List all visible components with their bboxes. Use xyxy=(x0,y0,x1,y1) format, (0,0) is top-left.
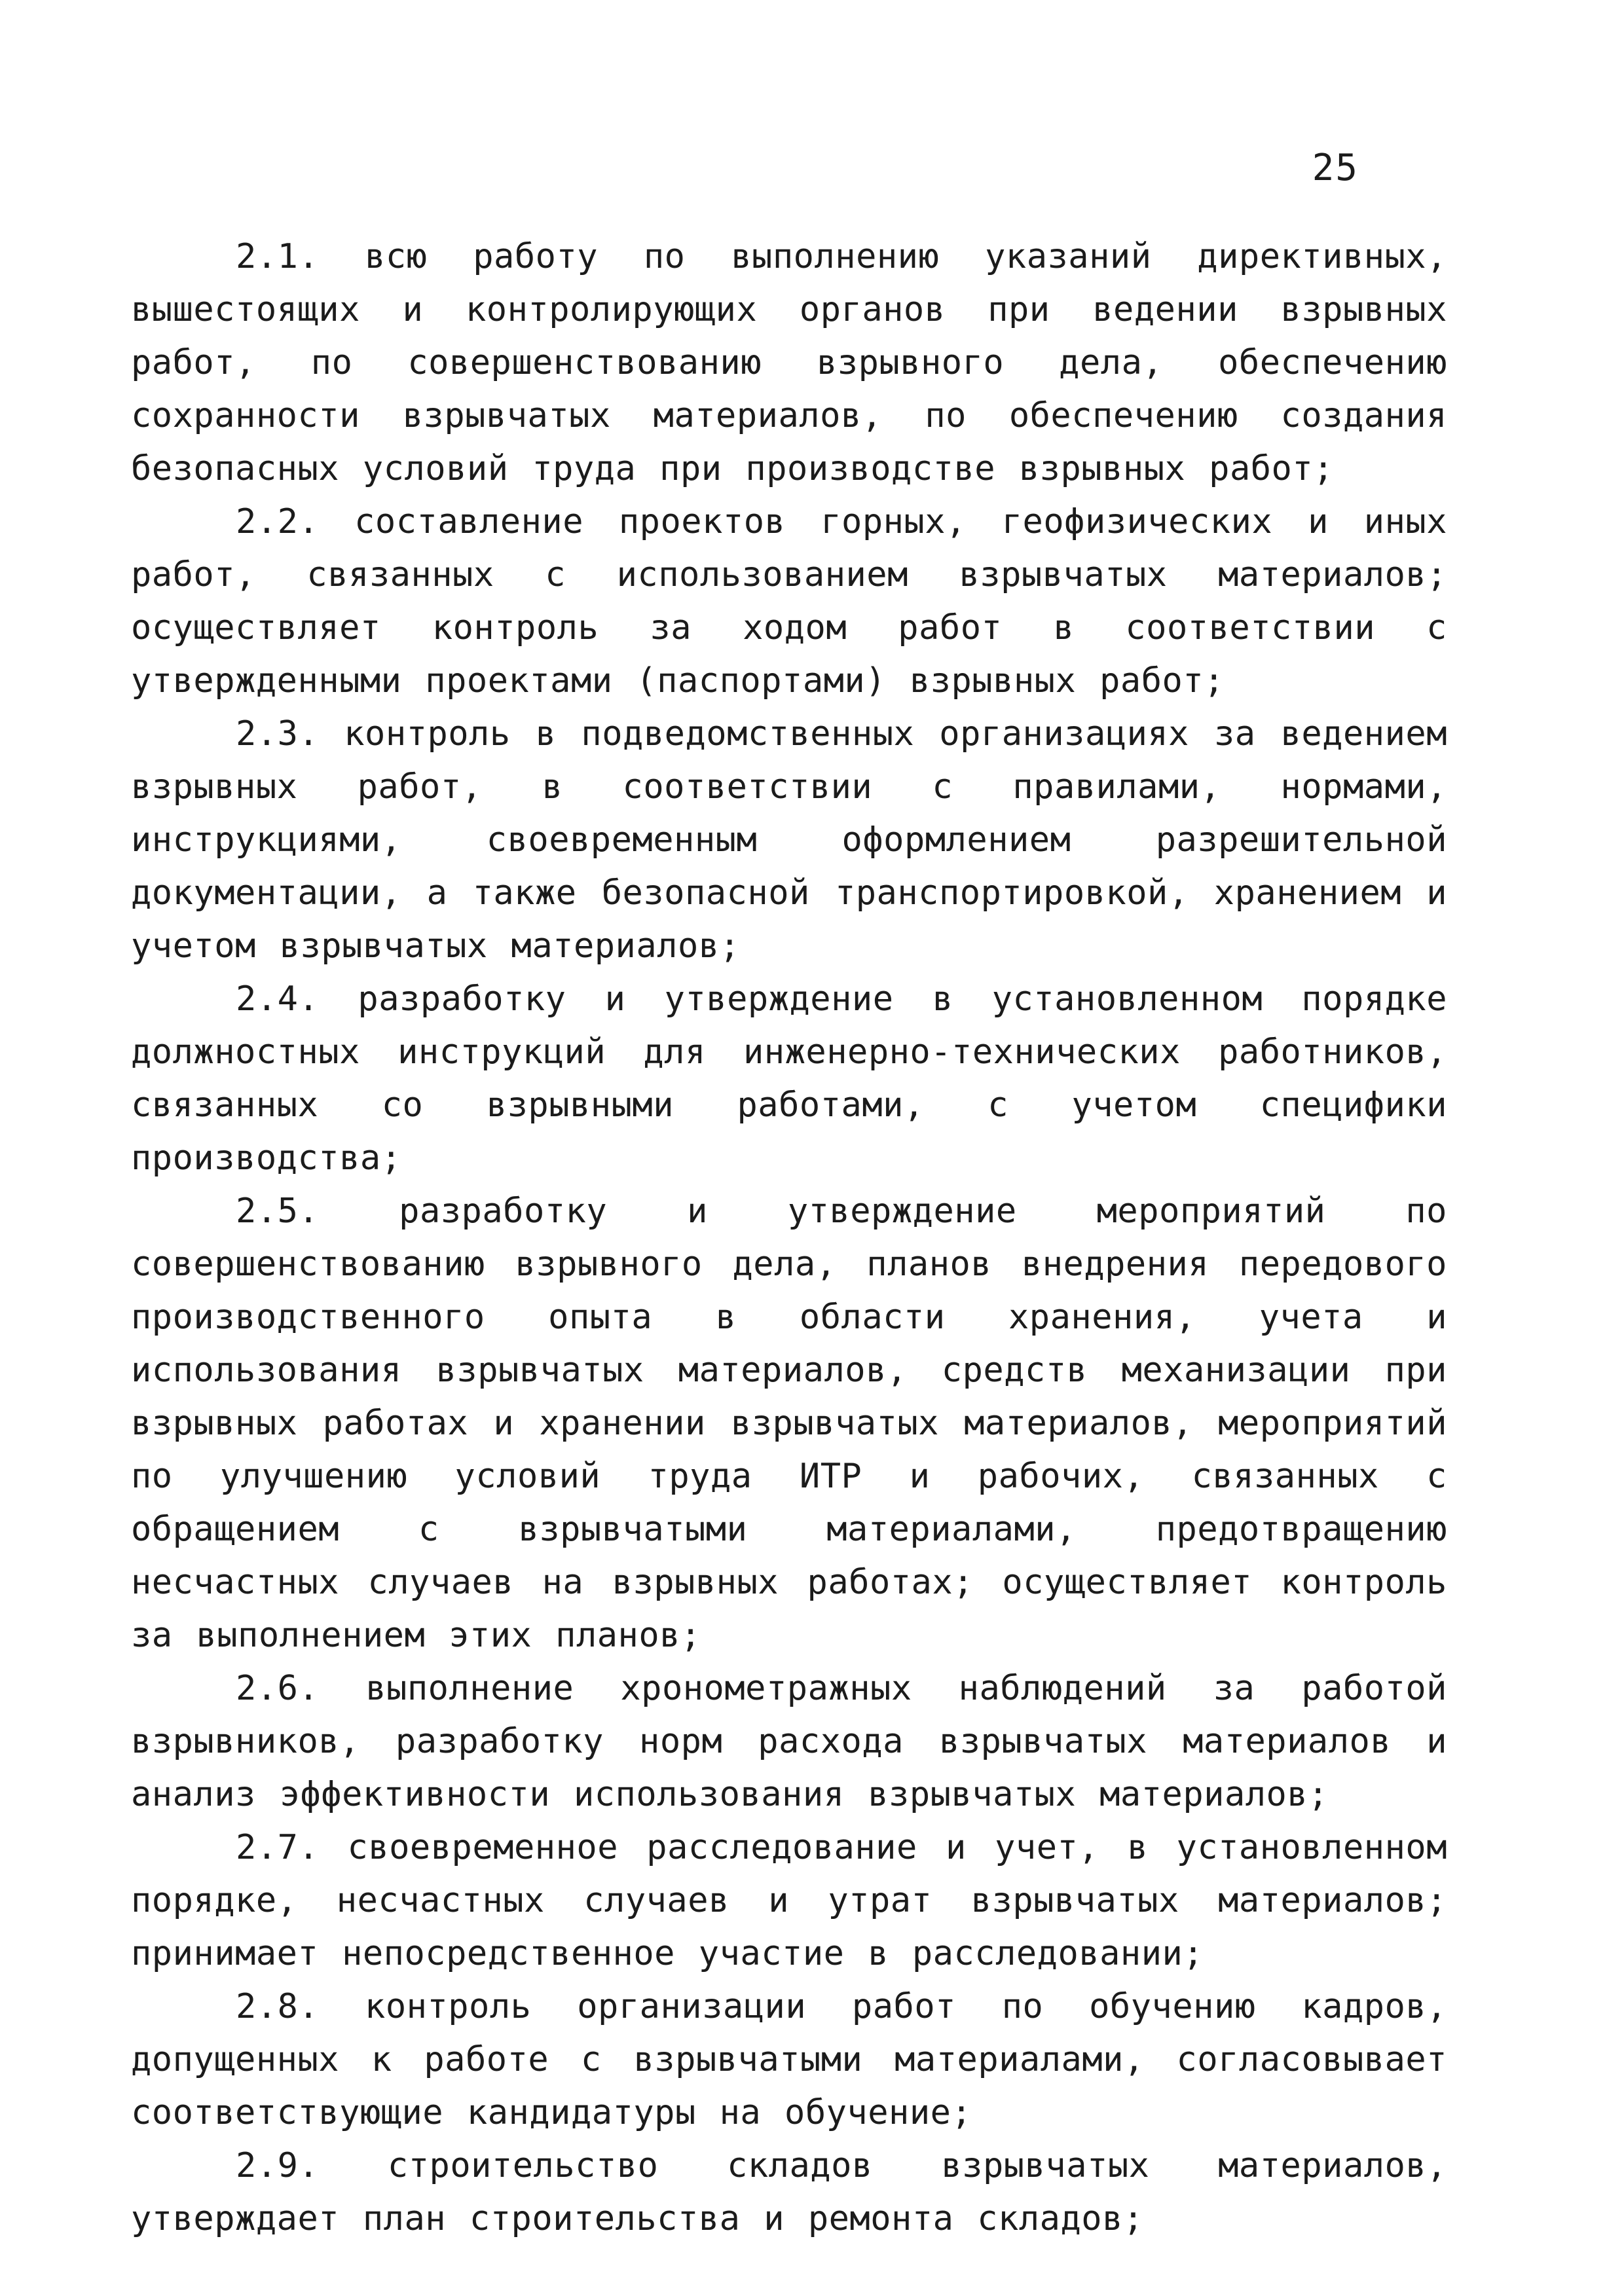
item-text: контроль в подведомственных организациях за ведением взрывных работ, в соответствии с правилами, нормами, инструкциями, своевременным оформлением разрешительной документации, а также безопасной транспортировкой, хранением и учетом взрывчатых материалов; xyxy=(131,714,1447,966)
item-number: 2.6. xyxy=(236,1669,320,1708)
list-item xyxy=(131,2140,1447,2246)
item-number: 2.2. xyxy=(236,502,320,541)
item-text: контроль организации работ по обучению кадров, допущенных к работе с взрывчатыми материалами, согласовывает соответствующие кандидатуры на обучение; xyxy=(131,1987,1447,2132)
list-item xyxy=(131,496,1447,708)
page-number: 25 xyxy=(1312,147,1359,189)
item-text: строительство складов взрывчатых материалов, утверждает план строительства и ремонта складов; xyxy=(131,2146,1447,2238)
list-item xyxy=(131,1185,1447,1662)
list-item xyxy=(131,708,1447,973)
item-text: составление проектов горных, геофизических и иных работ, связанных с использованием взрывчатых материалов; осуществляет контроль за ходом работ в соответствии с утвержденными проектами (паспортами) взрывных работ; xyxy=(131,502,1448,701)
item-text: разработку и утверждение мероприятий по совершенствованию взрывного дела, планов внедрения передового производственного опыта в области хранения, учета и использования взрывчатых материалов, средств механизации при взрывных работах и хранении взрывчатых материалов, мероприятий по улучшению условий труда ИТР и рабочих, связанных с обращением с взрывчатыми материалами, предотвращению несчастных случаев на взрывных работах; осуществляет контроль за выполнением этих планов; xyxy=(131,1192,1447,1655)
item-number: 2.1. xyxy=(236,237,320,276)
item-number: 2.9. xyxy=(236,2146,320,2185)
item-text: всю работу по выполнению указаний директивных, вышестоящих и контролирующих органов при ведении взрывных работ, по совершенствованию взрывного дела, обеспечению сохранности взрывчатых материалов, по обеспечению создания безопасных условий труда при производстве взрывных работ; xyxy=(131,237,1447,488)
list-item xyxy=(131,1821,1447,1980)
item-text: своевременное расследование и учет, в установленном порядке, несчастных случаев и утрат взрывчатых материалов; принимает непосредственное участие в расследовании; xyxy=(131,1828,1447,1973)
item-number: 2.5. xyxy=(236,1192,320,1231)
item-number: 2.7. xyxy=(236,1828,320,1867)
body-text xyxy=(131,230,1447,2246)
list-item xyxy=(131,1662,1447,1821)
item-number: 2.3. xyxy=(236,714,320,754)
list-item xyxy=(131,1980,1447,2140)
item-number: 2.8. xyxy=(236,1987,320,2026)
item-text: разработку и утверждение в установленном порядке должностных инструкций для инженерно-технических работников, связанных со взрывными работами, с учетом специфики производства; xyxy=(131,979,1448,1178)
list-item xyxy=(131,230,1447,496)
list-item xyxy=(131,973,1447,1185)
item-number: 2.4. xyxy=(236,979,320,1019)
item-text: выполнение хронометражных наблюдений за работой взрывников, разработку норм расхода взрывчатых материалов и анализ эффективности использования взрывчатых материалов; xyxy=(131,1669,1447,1814)
